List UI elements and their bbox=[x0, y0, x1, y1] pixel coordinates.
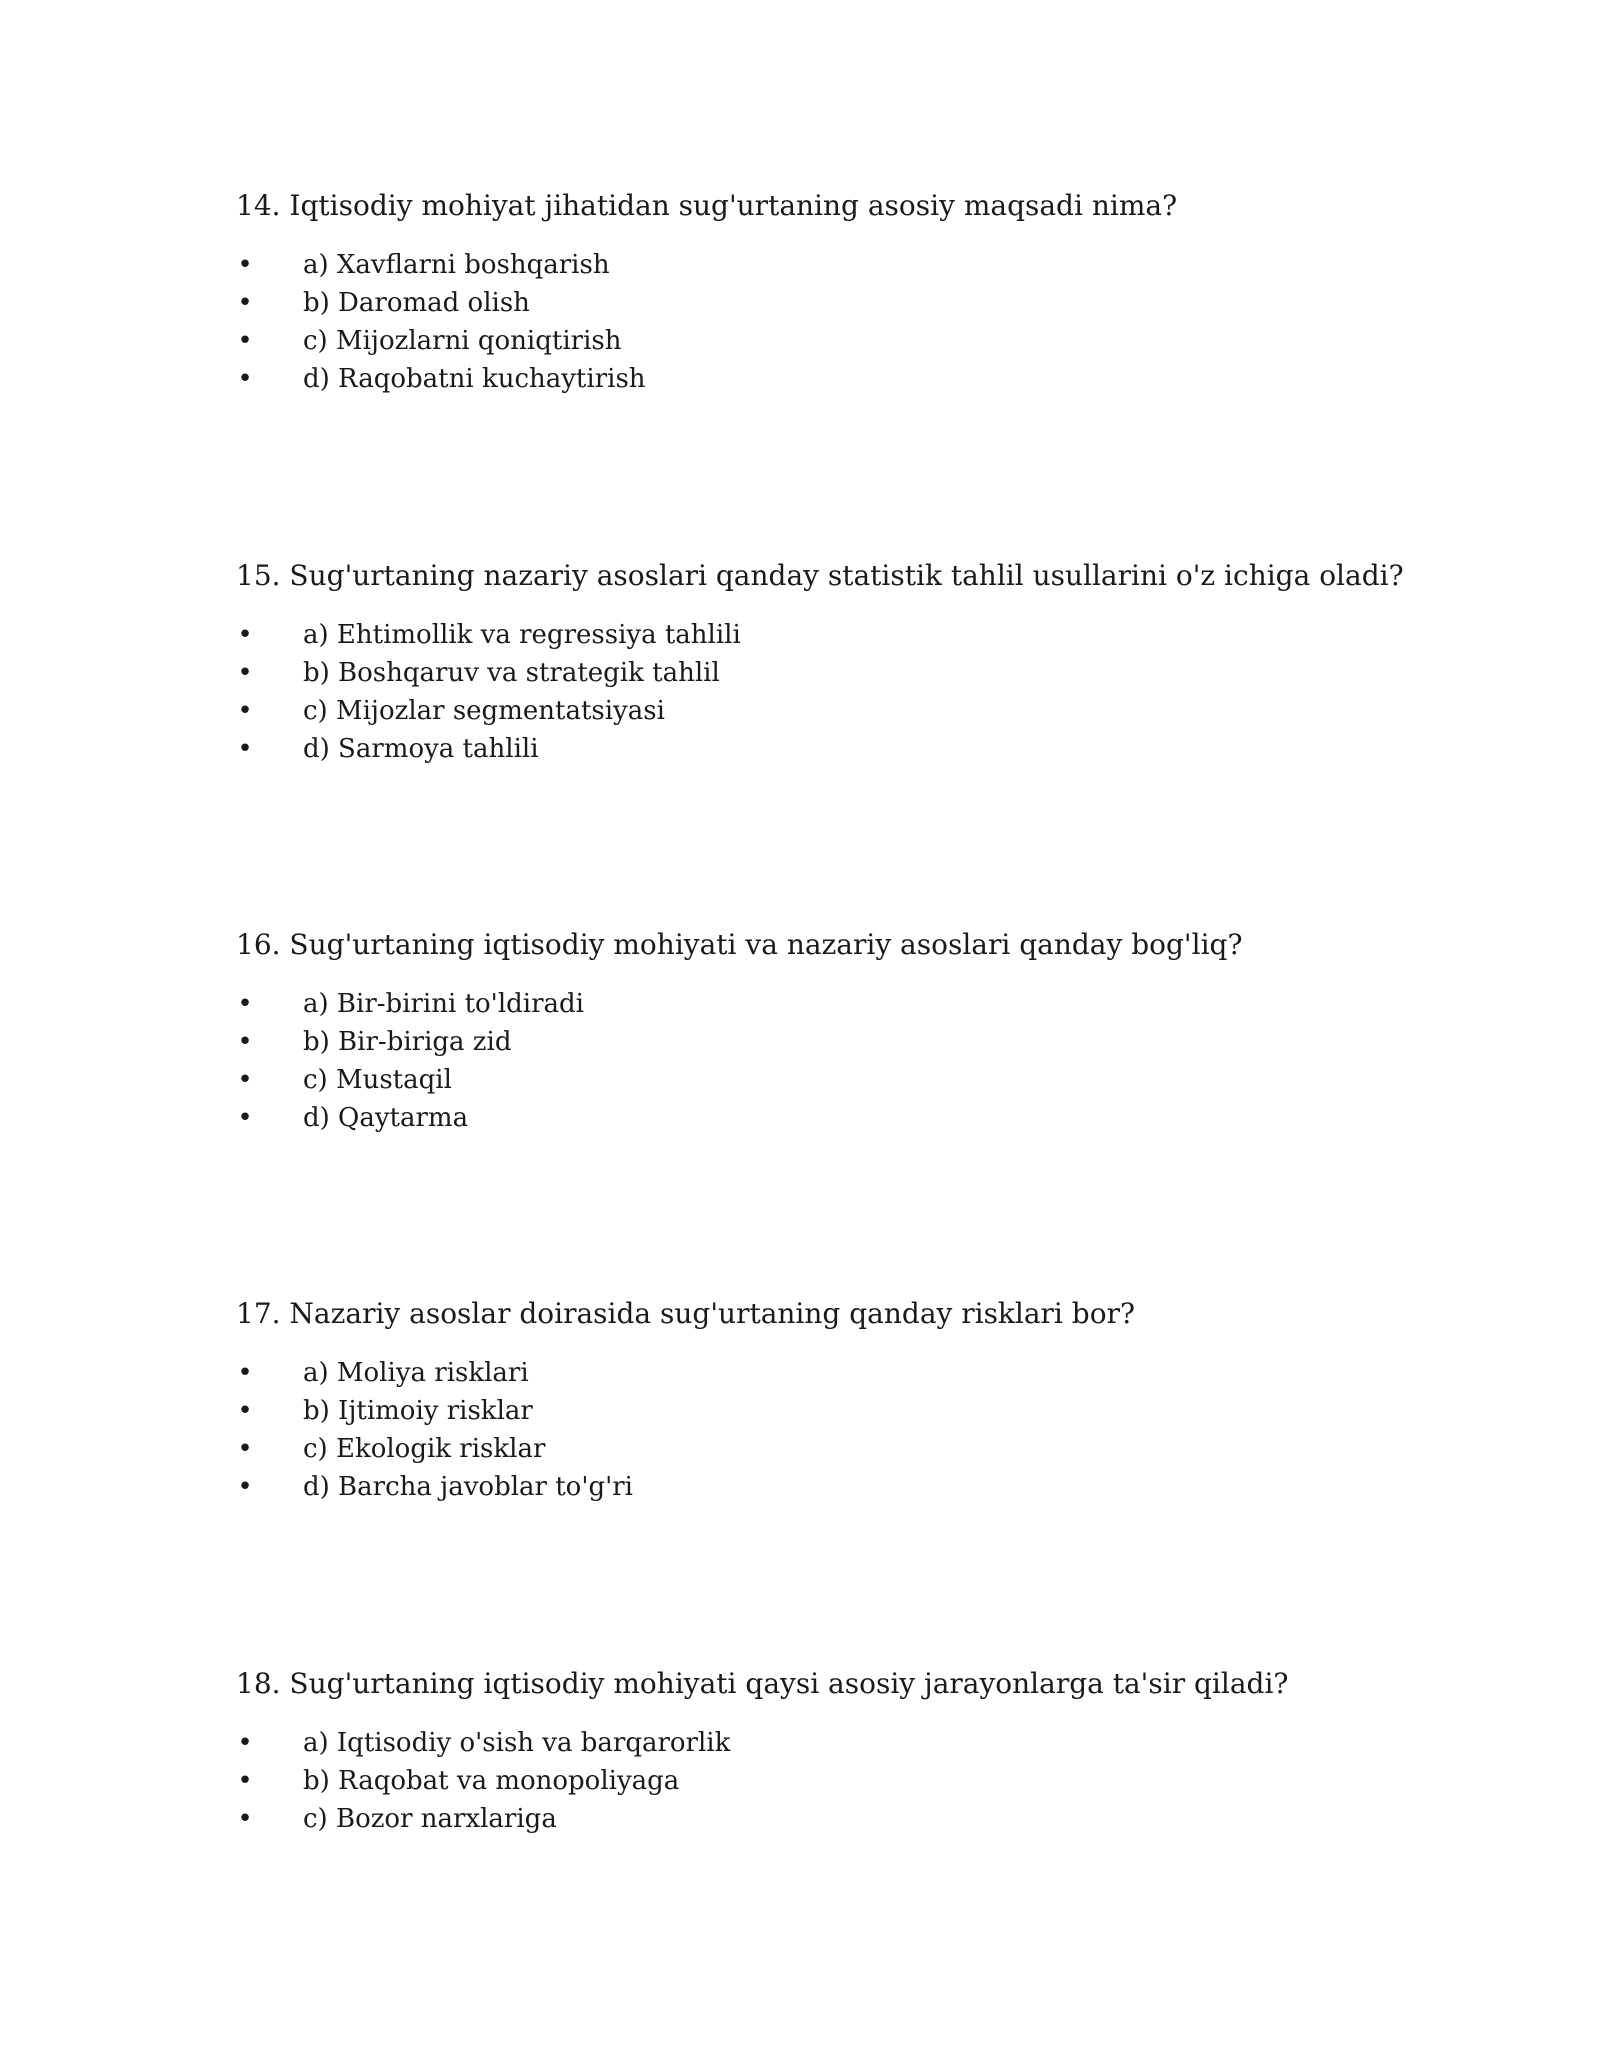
bullet-icon: • bbox=[237, 1358, 253, 1388]
answer-option-b bbox=[236, 1392, 1436, 1430]
bullet-icon: • bbox=[237, 1728, 253, 1758]
answer-options bbox=[236, 1724, 1436, 1838]
option-text: d) Raqobatni kuchaytirish bbox=[303, 364, 646, 394]
bullet-icon: • bbox=[237, 734, 253, 764]
bullet-icon: • bbox=[237, 326, 253, 356]
answer-option-a bbox=[236, 616, 1436, 654]
answer-option-c bbox=[236, 322, 1436, 360]
question-title: 18. Sug'urtaning iqtisodiy mohiyati qaysi asosiy jarayonlarga ta'sir qiladi? bbox=[236, 1667, 1289, 1700]
answer-option-d bbox=[236, 1099, 1436, 1137]
answer-options bbox=[236, 616, 1436, 768]
answer-options bbox=[236, 1354, 1436, 1506]
answer-option-b bbox=[236, 284, 1436, 322]
option-text: c) Mijozlarni qoniqtirish bbox=[303, 326, 622, 356]
option-text: b) Daromad olish bbox=[303, 288, 530, 318]
option-text: d) Barcha javoblar to'g'ri bbox=[303, 1472, 634, 1502]
option-text: b) Raqobat va monopoliyaga bbox=[303, 1766, 680, 1796]
question-17 bbox=[236, 1294, 1436, 1506]
answer-option-b bbox=[236, 1762, 1436, 1800]
option-text: a) Ehtimollik va regressiya tahlili bbox=[303, 620, 741, 650]
option-text: b) Bir-biriga zid bbox=[303, 1027, 512, 1057]
question-title: 15. Sug'urtaning nazariy asoslari qanday statistik tahlil usullarini o'z ichiga oladi? bbox=[236, 559, 1404, 592]
bullet-icon: • bbox=[237, 1804, 253, 1834]
bullet-icon: • bbox=[237, 1434, 253, 1464]
question-title: 17. Nazariy asoslar doirasida sug'urtaning qanday risklari bor? bbox=[236, 1297, 1135, 1330]
answer-option-a bbox=[236, 246, 1436, 284]
bullet-icon: • bbox=[237, 1472, 253, 1502]
question-title: 16. Sug'urtaning iqtisodiy mohiyati va nazariy asoslari qanday bog'liq? bbox=[236, 928, 1243, 961]
answer-option-c bbox=[236, 1061, 1436, 1099]
option-text: c) Bozor narxlariga bbox=[303, 1804, 557, 1834]
answer-option-a bbox=[236, 985, 1436, 1023]
bullet-icon: • bbox=[237, 250, 253, 280]
bullet-icon: • bbox=[237, 620, 253, 650]
option-text: a) Iqtisodiy o'sish va barqarorlik bbox=[303, 1728, 731, 1758]
answer-option-a bbox=[236, 1724, 1436, 1762]
question-18 bbox=[236, 1664, 1436, 1838]
option-text: b) Boshqaruv va strategik tahlil bbox=[303, 658, 720, 688]
question-16 bbox=[236, 925, 1436, 1137]
answer-option-d bbox=[236, 730, 1436, 768]
option-text: c) Mustaqil bbox=[303, 1065, 452, 1095]
answer-option-b bbox=[236, 654, 1436, 692]
bullet-icon: • bbox=[237, 288, 253, 318]
question-15 bbox=[236, 556, 1436, 768]
option-text: c) Mijozlar segmentatsiyasi bbox=[303, 696, 665, 726]
answer-option-a bbox=[236, 1354, 1436, 1392]
answer-options bbox=[236, 985, 1436, 1137]
option-text: a) Xavflarni boshqarish bbox=[303, 250, 610, 280]
bullet-icon: • bbox=[237, 1103, 253, 1133]
answer-option-c bbox=[236, 1800, 1436, 1838]
option-text: d) Sarmoya tahlili bbox=[303, 734, 539, 764]
option-text: a) Moliya risklari bbox=[303, 1358, 529, 1388]
option-text: d) Qaytarma bbox=[303, 1103, 469, 1133]
bullet-icon: • bbox=[237, 1396, 253, 1426]
answer-option-d bbox=[236, 360, 1436, 398]
option-text: c) Ekologik risklar bbox=[303, 1434, 546, 1464]
bullet-icon: • bbox=[237, 658, 253, 688]
answer-option-d bbox=[236, 1468, 1436, 1506]
answer-options bbox=[236, 246, 1436, 398]
bullet-icon: • bbox=[237, 364, 253, 394]
answer-option-b bbox=[236, 1023, 1436, 1061]
question-14 bbox=[236, 186, 1436, 398]
bullet-icon: • bbox=[237, 1027, 253, 1057]
bullet-icon: • bbox=[237, 696, 253, 726]
option-text: b) Ijtimoiy risklar bbox=[303, 1396, 533, 1426]
answer-option-c bbox=[236, 692, 1436, 730]
bullet-icon: • bbox=[237, 1065, 253, 1095]
answer-option-c bbox=[236, 1430, 1436, 1468]
option-text: a) Bir-birini to'ldiradi bbox=[303, 989, 584, 1019]
bullet-icon: • bbox=[237, 989, 253, 1019]
question-title: 14. Iqtisodiy mohiyat jihatidan sug'urtaning asosiy maqsadi nima? bbox=[236, 189, 1178, 222]
bullet-icon: • bbox=[237, 1766, 253, 1796]
